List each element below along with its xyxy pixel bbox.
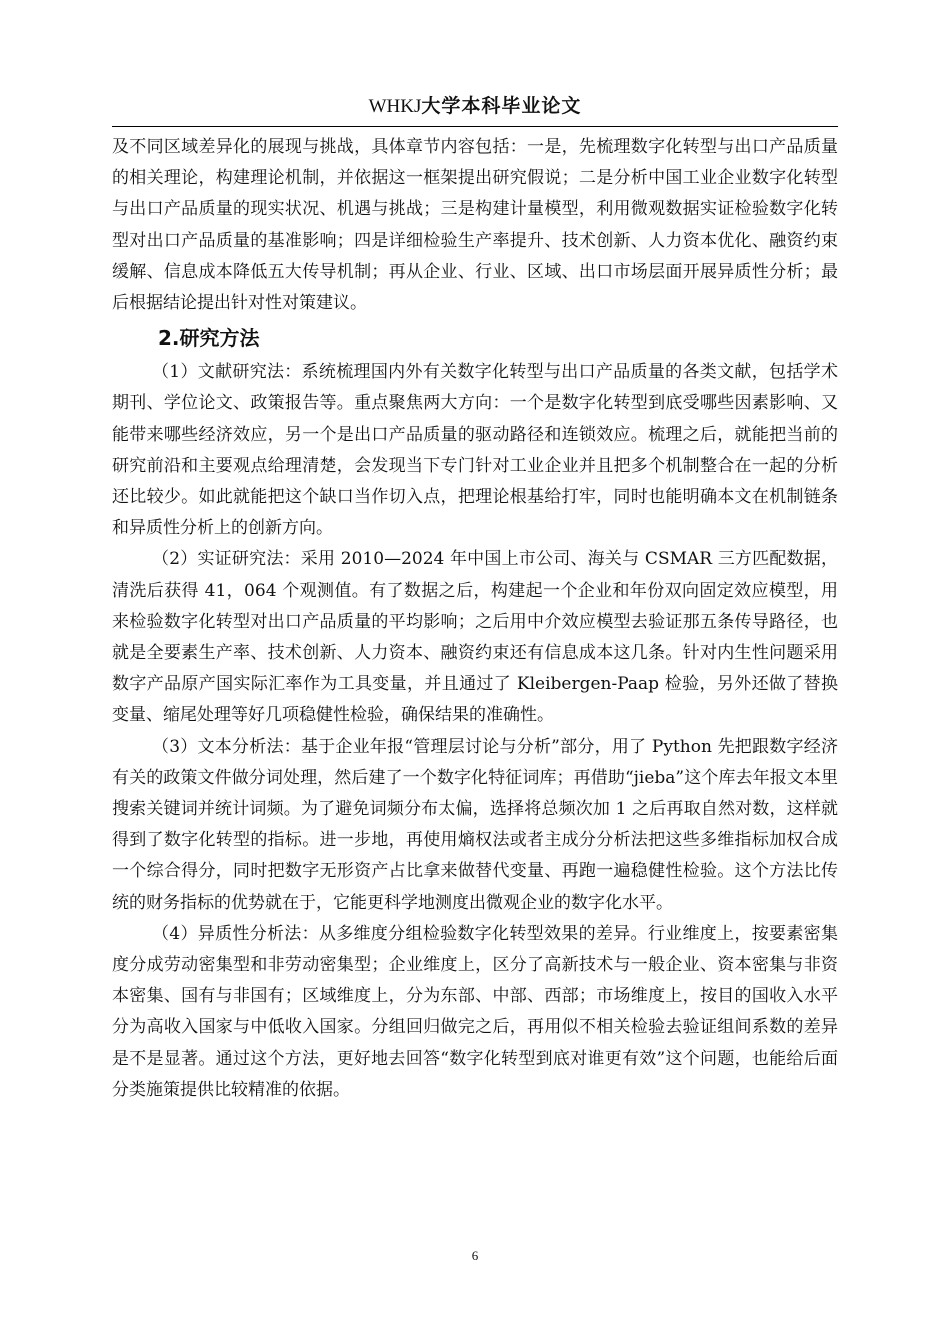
paragraph-heterogeneity-method: （4）异质性分析法：从多维度分组检验数字化转型效果的差异。行业维度上，按要素密集度分成劳动密集型和非劳动密集型；企业维度上，区分了高新技术与一般企业、资本密集与非资本密集、国有与非国有；区域维度上，分为东部、中部、西部；市场维度上，按目的国收入水平分为高收入国家与中低收入国家。分组回归做完之后，再用似不相关检验去验证组间系数的差异是不是显著。通过这个方法，更好地去回答“数字化转型到底对谁更有效”这个问题，也能给后面分类施策提供比较精准的依据。 [112, 923, 838, 1100]
paragraph-empirical-method: （2）实证研究法：采用 2010—2024 年中国上市公司、海关与 CSMAR 三方匹配数据，清洗后获得 41，064 个观测值。有了数据之后，构建起一个企业和年份双向固定效应模型，用来检验数字化转型对出口产品质量的平均影响；之后用中介效应模型去验证那五条传导路径，也就是全要素生产率、技术创新、人力资本、融资约束还有信息成本这几条。针对内生性问题采用数字产品原产国实际汇率作为工具变量，并且通过了 Kleibergen-Paap 检验，另外还做了替换变量、缩尾处理等好几项稳健性检验，确保结果的准确性。 [112, 549, 838, 726]
header-thesis-title: 大学本科毕业论文 [421, 95, 582, 117]
intro-paragraph: 及不同区域差异化的展现与挑战，具体章节内容包括：一是，先梳理数字化转型与出口产品质量的相关理论，构建理论机制，并依据这一框架提出研究假说；二是分析中国工业企业数字化转型与出口产品质量的现实状况、机遇与挑战；三是构建计量模型，利用微观数据实证检验数字化转型对出口产品质量的基准影响；四是详细检验生产率提升、技术创新、人力资本优化、融资约束缓解、信息成本降低五大传导机制；再从企业、行业、区域、出口市场层面开展异质性分析；最后根据结论提出针对性对策建议。 [112, 137, 838, 314]
section-heading: 2.研究方法 [158, 326, 260, 351]
body-text [112, 132, 838, 1106]
header-university-code: WHKJ [368, 96, 422, 117]
page-number: 6 [471, 1248, 479, 1263]
running-header [112, 93, 838, 120]
paragraph-literature-method: （1）文献研究法：系统梳理国内外有关数字化转型与出口产品质量的各类文献，包括学术期刊、学位论文、政策报告等。重点聚焦两大方向：一个是数字化转型到底受哪些因素影响、又能带来哪些经济效应，另一个是出口产品质量的驱动路径和连锁效应。梳理之后，就能把当前的研究前沿和主要观点给理清楚，会发现当下专门针对工业企业并且把多个机制整合在一起的分析还比较少。如此就能把这个缺口当作切入点，把理论根基给打牢，同时也能明确本文在机制链条和异质性分析上的创新方向。 [112, 362, 838, 539]
paragraph-text-analysis-method: （3）文本分析法：基于企业年报“管理层讨论与分析”部分，用了 Python 先把跟数字经济有关的政策文件做分词处理，然后建了一个数字化特征词库；再借助“jieba”这个库去年报文本里搜索关键词并统计词频。为了避免词频分布太偏，选择将总频次加 1 之后再取自然对数，这样就得到了数字化转型的指标。进一步地，再使用熵权法或者主成分分析法把这些多维指标加权合成一个综合得分，同时把数字无形资产占比拿来做替代变量、再跑一遍稳健性检验。这个方法比传统的财务指标的优势就在于，它能更科学地测度出微观企业的数字化水平。 [112, 736, 838, 913]
header-divider [112, 126, 838, 127]
